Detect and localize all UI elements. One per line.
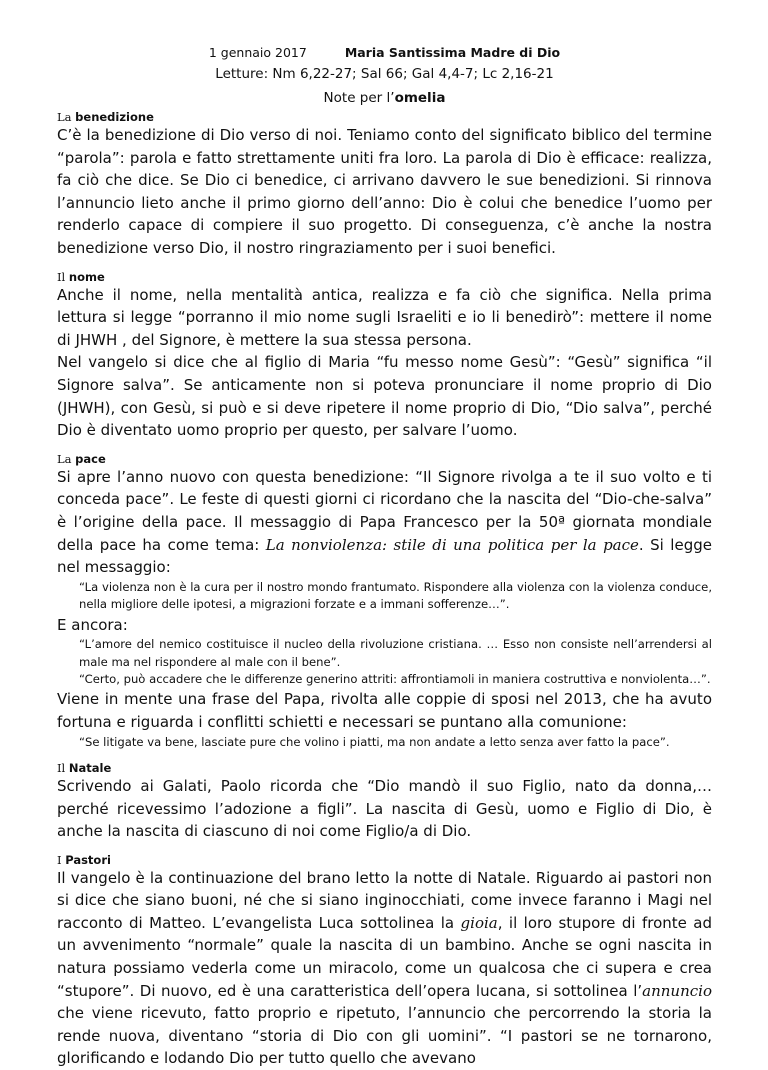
quote-3: “Certo, può accadere che le differenze generino attriti: affrontiamoli in maniera costruttiva e nonviolenta…”. [79, 671, 711, 686]
quote-4: “Se litigate va bene, lasciate pure che volino i piatti, ma non andate a letto senza aver fatto la pace”. [79, 734, 670, 749]
section-title-pace [57, 452, 712, 466]
date: 1 gennaio 2017 [208, 45, 307, 60]
pace-text-b: . Si legge nel messaggio: [57, 535, 712, 577]
pace-text-a: Si apre l’anno nuovo con questa benedizione: “Il Signore rivolga a te il suo volto e ti conceda pace”. Le feste di questi giorni ci ricordano che la nascita del “Dio-che-salva” è l’origine della pace. Il messaggio di Papa Francesco per la 50ª giornata mondiale della pace ha come tema: [57, 467, 712, 554]
document-header [57, 44, 712, 62]
section-title-prefix: Il [57, 269, 69, 284]
pastori-text-a: Il vangelo è la continuazione del brano letto la notte di Natale. Riguardo ai pastori non si dice che siano buoni, né che si siano inginocchiati, come invece faranno i Magi nel racconto di Matteo. L’evangelista Luca sottolinea la [57, 868, 712, 932]
paragraph-benedizione: C’è la benedizione di Dio verso di noi. Teniamo conto del significato biblico del termine “parola”: parola e fatto strettamente uniti fra loro. La parola di Dio è efficace: realizza, fa ciò che dice. Se Dio ci benedice, ci arrivano davvero le sue benedizioni. Si rinnova l’annuncio lieto anche il primo giorno dell’anno: Dio è colui che benedice l’uomo per renderlo capace di compiere il suo progetto. Di conseguenza, c’è anche la nostra benedizione verso Dio, il nostro ringraziamento per i suoi benefici. [57, 126, 712, 257]
section-title-prefix: Il [57, 760, 69, 775]
paragraph-nome-2: Nel vangelo si dice che al figlio di Maria “fu messo nome Gesù”: “Gesù” significa “il Signore salva”. Se anticamente non si poteva pronunciare il nome proprio di Dio (JHWH), con Gesù, si può e si deve ripetere il nome proprio di Dio, “Dio salva”, perché Dio è diventato uomo proprio per questo, per salvare l’uomo. [57, 353, 712, 440]
pastori-text-b: , il loro stupore di fronte ad un avvenimento “normale” quale la nascita di un bambino. Anche se ogni nascita in natura possiamo vederla come un miracolo, come un qualcosa che ci supera e crea “stupore”. Di nuovo, ed è una caratteristica dell’opera lucana, si sottolinea l’ [57, 913, 712, 1000]
paragraph-pastori [57, 867, 712, 1070]
notes-prefix: Note per l’ [323, 90, 395, 106]
section-title-benedizione [57, 110, 712, 124]
section-title-bold: benedizione [75, 110, 154, 124]
paragraph-nome-1: Anche il nome, nella mentalità antica, realizza e fa ciò che significa. Nella prima lettura si legge “porranno il mio nome sugli Israeliti e io li benedirò”: mettere il nome di JHWH , del Signore, è mettere la sua stessa persona. [57, 285, 712, 349]
document-page [57, 44, 712, 1070]
section-title-prefix: La [57, 451, 76, 466]
section-title-bold: Pastori [65, 852, 111, 867]
paragraph-ancora: E ancora: [57, 615, 128, 634]
notes-subtitle [57, 88, 712, 108]
paragraph-natale: Scrivendo ai Galati, Paolo ricorda che “Dio mandò il suo Figlio, nato da donna,… perché ricevessimo l’adozione a figli”. La nascita di Gesù, uomo e Figlio di Dio, è anche la nascita di ciascuno di noi come Figlio/a di Dio. [57, 776, 712, 841]
pastori-text-c: che viene ricevuto, fatto proprio e ripetuto, l’annuncio che percorrendo la storia la rende nuova, diventano “storia di Dio con gli uomini”. “I pastori se ne tornarono, glorificando e lodando Dio per tutto quello che avevano [57, 1004, 712, 1068]
section-title-nome [57, 270, 712, 284]
paragraph-pace-2: Viene in mente una frase del Papa, rivolta alle coppie di sposi nel 2013, che ha avuto fortuna e riguarda i conflitti schietti e necessari se puntano alla comunione: [57, 690, 712, 731]
quote-1: “La violenza non è la cura per il nostro mondo frantumato. Rispondere alla violenza con la violenza conduce, nella migliore delle ipotesi, a migrazioni forzate e a immani sofferenze…”. [79, 579, 712, 612]
notes-bold: omelia [394, 90, 446, 106]
section-title-pastori [57, 853, 712, 867]
message-theme: La nonviolenza: stile di una politica per la pace [265, 535, 639, 554]
section-title-bold: Natale [68, 760, 112, 775]
section-title-bold: nome [68, 269, 105, 284]
pastori-italic-gioia: gioia [460, 913, 498, 932]
quote-2: “L’amore del nemico costituisce il nucleo della rivoluzione cristiana. … Esso non consiste nell’arrendersi al male ma nel rispondere al male con il bene”. [79, 637, 712, 669]
section-title-bold: pace [75, 451, 106, 466]
readings-line: Letture: Nm 6,22-27; Sal 66; Gal 4,4-7; Lc 2,16-21 [215, 66, 554, 82]
section-title-natale [57, 761, 712, 775]
pastori-italic-annuncio: annuncio [642, 981, 712, 1000]
paragraph-pace [57, 466, 712, 579]
section-title-prefix: La [57, 110, 76, 124]
feast-title: Maria Santissima Madre di Dio [344, 45, 561, 60]
section-title-prefix: I [57, 852, 66, 867]
